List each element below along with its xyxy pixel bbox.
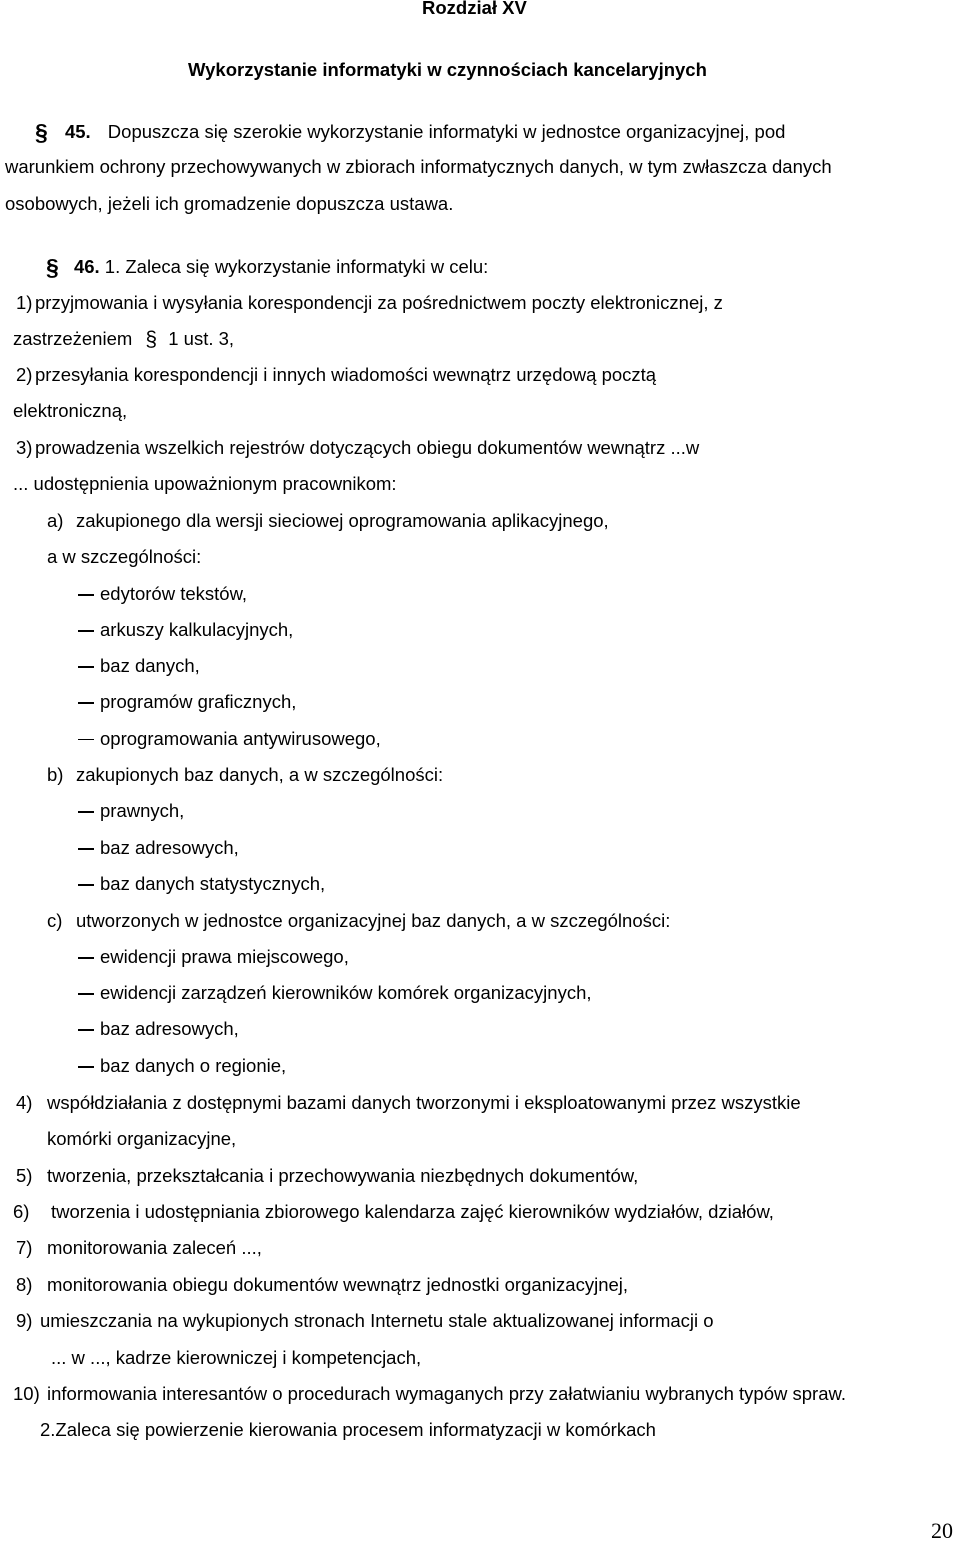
- section-number: 45.: [64, 121, 91, 142]
- paragraph-symbol: §: [46, 254, 59, 280]
- list-item: programów graficznych,: [100, 691, 297, 712]
- bullet-dash: [78, 594, 94, 596]
- bullet-dash: [78, 957, 94, 959]
- list-item: arkuszy kalkulacyjnych,: [100, 619, 294, 640]
- point-10-number: 10): [13, 1383, 40, 1404]
- point-8-text: monitorowania obiegu dokumentów wewnątrz jednostki organizacyjnej,: [47, 1274, 629, 1295]
- sub-b-text: zakupionych baz danych, a w szczególności:: [76, 764, 444, 785]
- bullet-dash: [78, 1066, 94, 1068]
- list-item: oprogramowania antywirusowego,: [100, 728, 381, 749]
- sub-a-label: a): [47, 510, 64, 531]
- point-5-text: tworzenia, przekształcania i przechowywania niezbędnych dokumentów,: [47, 1165, 639, 1186]
- point-4-line-2: komórki organizacyjne,: [47, 1128, 237, 1149]
- list-item: baz danych,: [100, 655, 200, 676]
- list-item: ewidencji zarządzeń kierowników komórek organizacyjnych,: [100, 982, 592, 1003]
- point-6-text: tworzenia i udostępniania zbiorowego kalendarza zajęć kierowników wydziałów, działów,: [51, 1201, 774, 1222]
- point-10-text: informowania interesantów o procedurach wymaganych przy załatwianiu wybranych typów spraw.: [47, 1383, 846, 1404]
- point-7-text: monitorowania zaleceń ...,: [47, 1237, 262, 1258]
- point-2-line-1: przesyłania korespondencji i innych wiadomości wewnątrz urzędową pocztą: [35, 364, 657, 385]
- list-item: edytorów tekstów,: [100, 583, 248, 604]
- point-3-line-1: prowadzenia wszelkich rejestrów dotyczących obiegu dokumentów wewnątrz ...w: [35, 437, 700, 458]
- bullet-dash: [78, 1029, 94, 1031]
- bullet-dash: [78, 848, 94, 850]
- point-3-line-2: ... udostępnienia upoważnionym pracownikom:: [13, 473, 397, 494]
- point-5-number: 5): [16, 1165, 33, 1186]
- sub-a-intro: a w szczególności:: [47, 546, 202, 567]
- bullet-dash: [78, 702, 94, 704]
- section-45-line-1: § 45. Dopuszcza się szerokie wykorzystanie informatyki w jednostce organizacyjnej, pod: [35, 119, 786, 145]
- bullet-dash: [78, 630, 94, 632]
- bullet-dash: [78, 739, 94, 740]
- section-46-intro: § 46. 1. Zaleca się wykorzystanie informatyki w celu:: [46, 254, 489, 280]
- section-45-line-3: osobowych, jeżeli ich gromadzenie dopuszcza ustawa.: [5, 193, 454, 214]
- paragraph-symbol: §: [35, 119, 48, 145]
- point-6-number: 6): [13, 1201, 30, 1222]
- point-1-number: 1): [16, 292, 33, 313]
- list-item: prawnych,: [100, 800, 185, 821]
- point-4-number: 4): [16, 1092, 33, 1113]
- point-1-line-1: przyjmowania i wysyłania korespondencji za pośrednictwem poczty elektronicznej, z: [35, 292, 723, 313]
- sub-c-label: c): [47, 910, 63, 931]
- sub-c-text: utworzonych w jednostce organizacyjnej baz danych, a w szczególności:: [76, 910, 671, 931]
- page-number: 20: [931, 1518, 953, 1543]
- bullet-dash: [78, 666, 94, 668]
- sub-a-text: zakupionego dla wersji sieciowej oprogramowania aplikacyjnego,: [76, 510, 609, 531]
- point-2-line-2: elektroniczną,: [13, 400, 128, 421]
- list-item: baz adresowych,: [100, 837, 239, 858]
- list-item: ewidencji prawa miejscowego,: [100, 946, 349, 967]
- chapter-title: Wykorzystanie informatyki w czynnościach kancelaryjnych: [188, 59, 707, 80]
- point-2-section-46: 2.Zaleca się powierzenie kierowania procesem informatyzacji w komórkach: [40, 1419, 656, 1440]
- bullet-dash: [78, 993, 94, 995]
- point-3-number: 3): [16, 437, 33, 458]
- sub-b-label: b): [47, 764, 64, 785]
- section-number: 46.: [73, 256, 100, 277]
- point-9-line-2: ... w ..., kadrze kierowniczej i kompetencjach,: [51, 1347, 422, 1368]
- point-9-number: 9): [16, 1310, 33, 1331]
- chapter-heading: Rozdział XV: [422, 0, 527, 18]
- bullet-dash: [78, 811, 94, 813]
- bullet-dash: [78, 884, 94, 886]
- section-45-line-2: warunkiem ochrony przechowywanych w zbiorach informatycznych danych, w tym zwłaszcza danych: [5, 156, 832, 177]
- paragraph-symbol: §: [145, 328, 158, 351]
- point-8-number: 8): [16, 1274, 33, 1295]
- point-7-number: 7): [16, 1237, 33, 1258]
- list-item: baz danych statystycznych,: [100, 873, 326, 894]
- list-item: baz adresowych,: [100, 1018, 239, 1039]
- point-4-line-1: współdziałania z dostępnymi bazami danych tworzonymi i eksploatowanymi przez wszystkie: [47, 1092, 801, 1113]
- point-2-number: 2): [16, 364, 33, 385]
- point-9-line-1: umieszczania na wykupionych stronach Internetu stale aktualizowanej informacji o: [40, 1310, 714, 1331]
- list-item: baz danych o regionie,: [100, 1055, 287, 1076]
- point-1-line-2: zastrzeżeniem § 1 ust. 3,: [13, 328, 235, 351]
